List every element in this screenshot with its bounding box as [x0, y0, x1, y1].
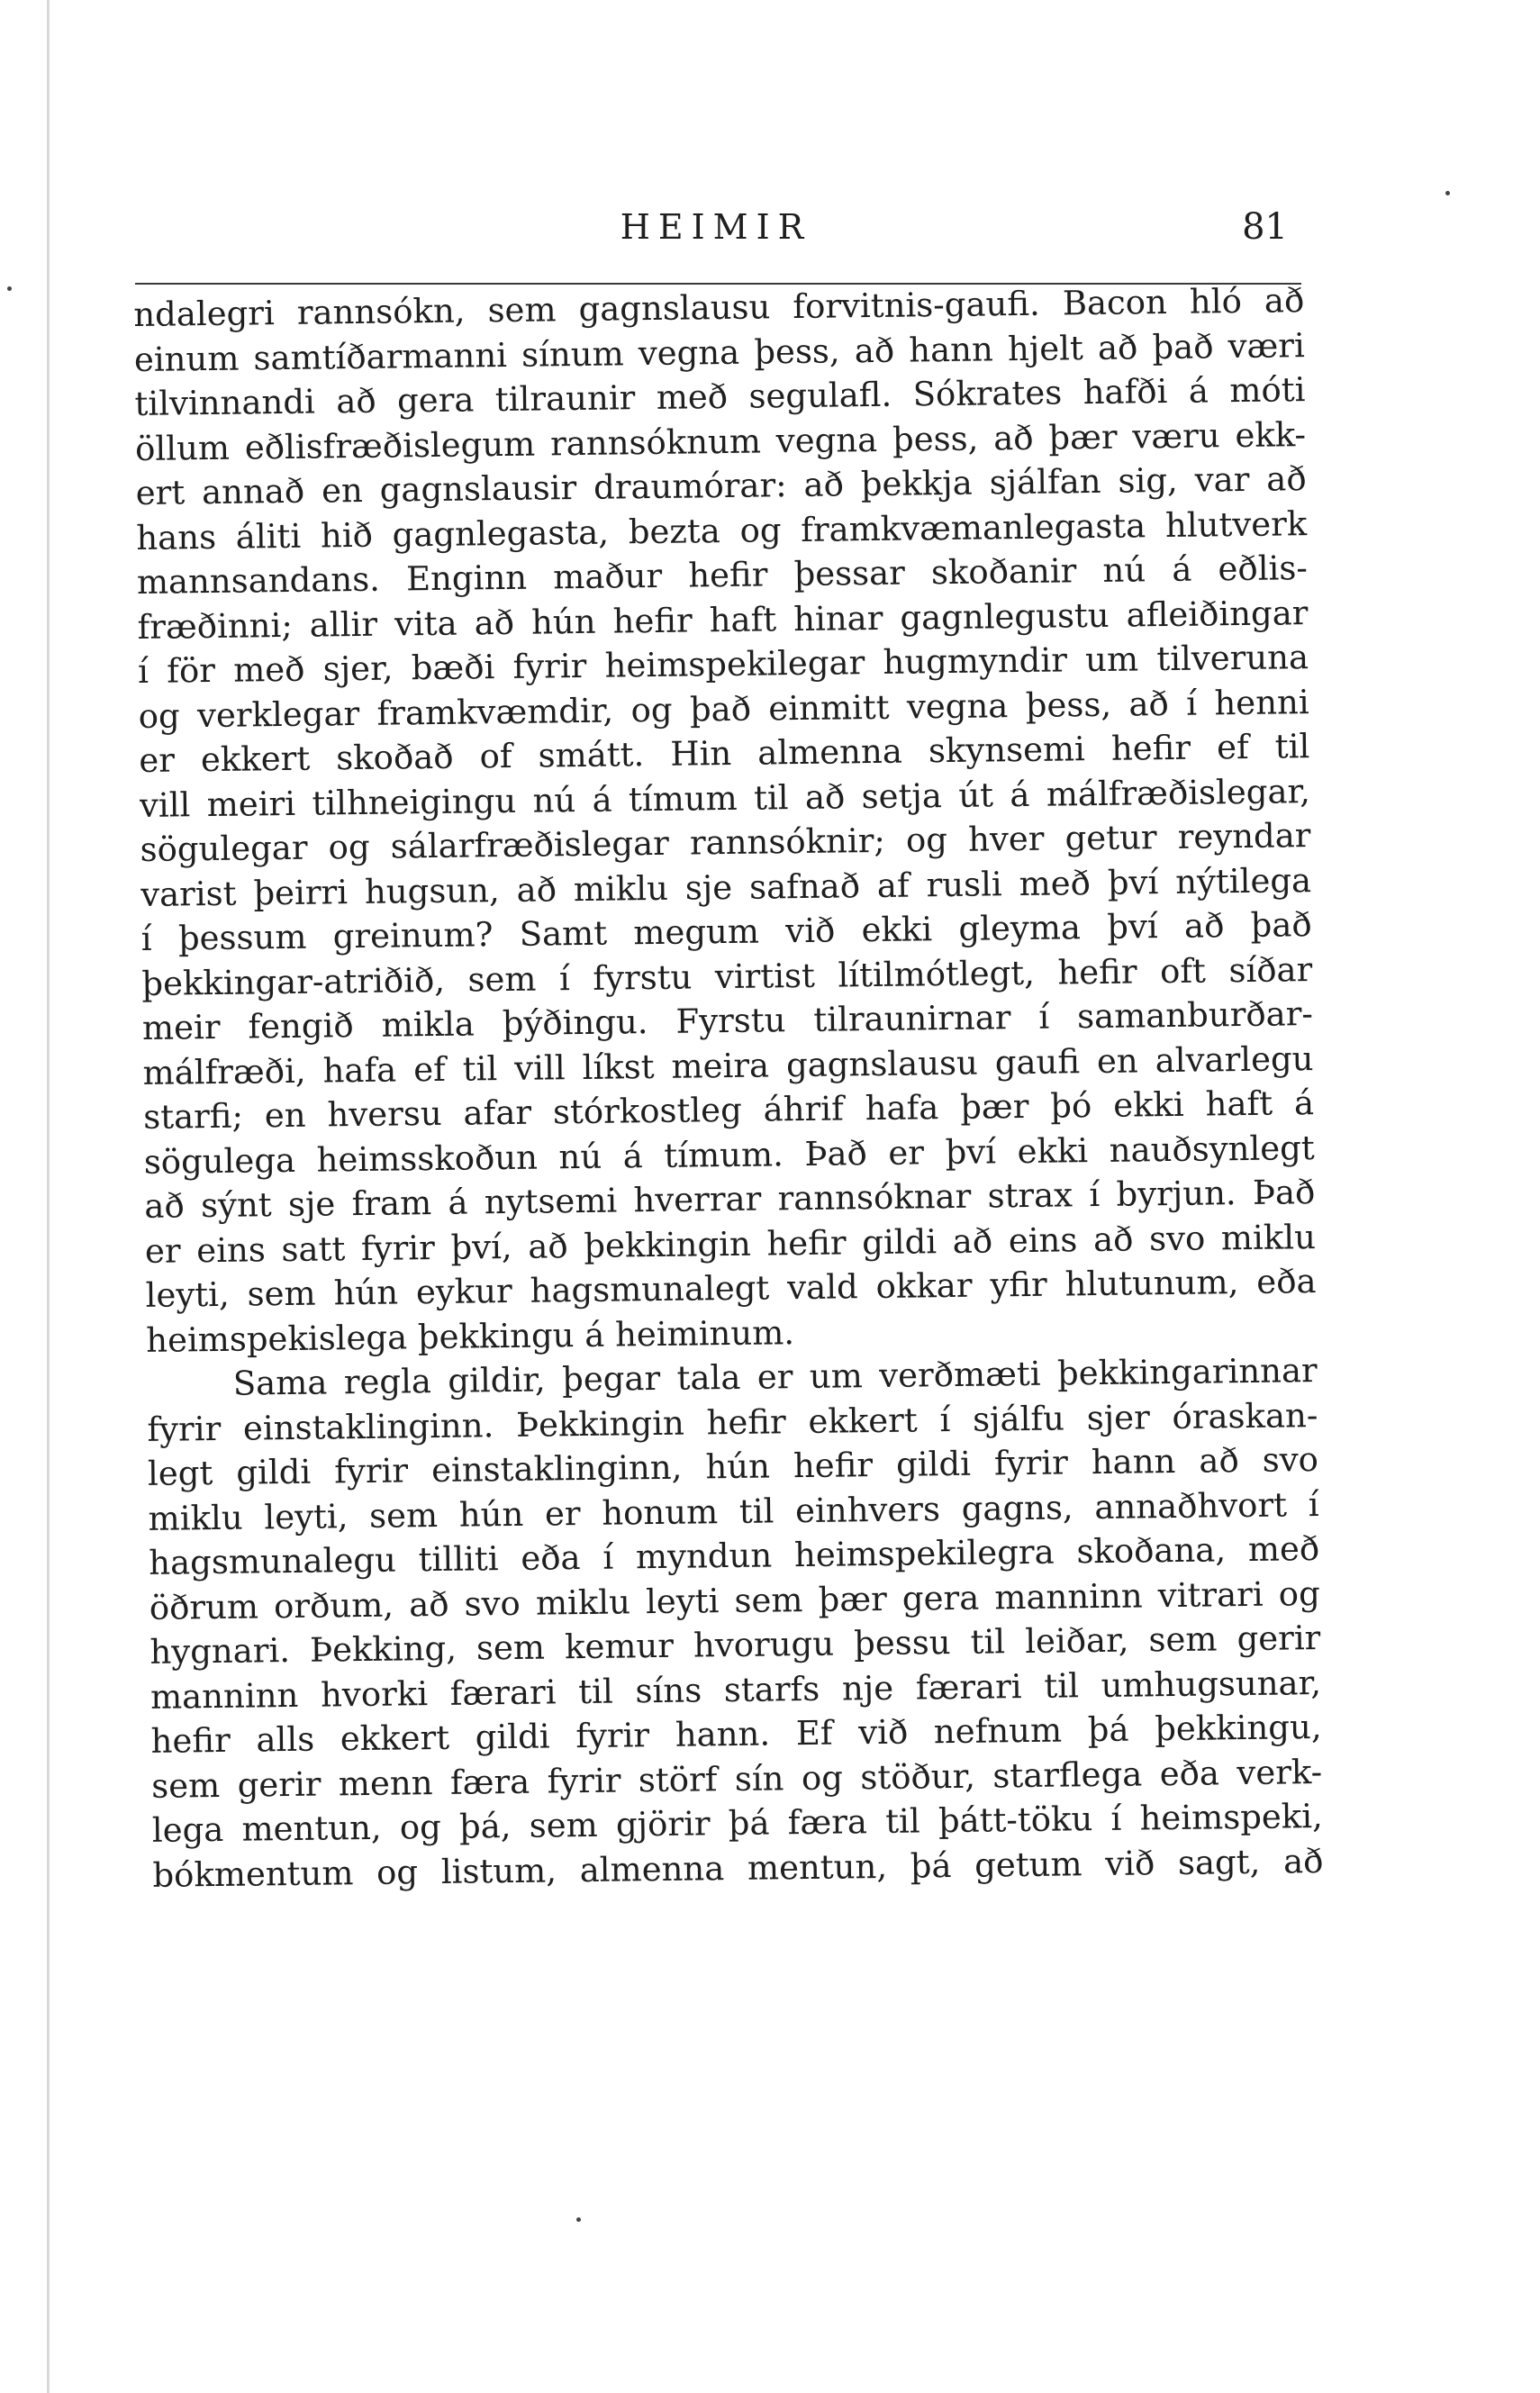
text-line: leyti, sem hún eykur hagsmunalegt vald okkar yfir hlutunum, eða — [145, 1262, 1317, 1315]
text-line: öðrum orðum, að svo miklu leyti sem þær gera manninn vitrari og — [149, 1573, 1321, 1627]
body-text — [133, 278, 1325, 2008]
text-line: í þessum greinum? Samt megum við ekki gleyma því að það — [140, 905, 1312, 958]
text-line: bókmentum og listum, almenna mentun, þá getum við sagt, að — [152, 1841, 1324, 1895]
text-line: er ekkert skoðað of smátt. Hin almenna skynsemi hefir ef til — [139, 727, 1310, 780]
text-line: miklu leyti, sem hún er honum til einhvers gagns, annaðhvort í — [148, 1484, 1319, 1538]
text-line: sem gerir menn færa fyrir störf sín og stöður, starflega eða verk- — [150, 1752, 1323, 1806]
page-number: 81 — [1242, 206, 1288, 248]
scan-speck — [1445, 191, 1450, 195]
text-line: hans áliti hið gagnlegasta, bezta og framkvæmanlegasta hlutverk — [136, 503, 1308, 557]
paragraph-last-line: heimspekislega þekkingu á heiminum. — [145, 1312, 795, 1360]
text-line: hefir alls ekkert gildi fyrir hann. Ef við nefnum þá þekkingu, — [150, 1707, 1322, 1761]
text-line: sögulegar og sálarfræðislegar rannsóknir; og hver getur reyndar — [140, 816, 1311, 869]
running-title: HEIMIR — [620, 207, 812, 247]
text-line: ndalegri rannsókn, sem gagnslausu forvitnis-gaufi. Bacon hló að — [133, 281, 1305, 334]
text-line: og verklegar framkvæmdir, og það einmitt vegna þess, að í henni — [138, 682, 1309, 736]
text-line: þekkingar-atriðið, sem í fyrstu virtist lítilmótlegt, hefir oft síðar — [141, 949, 1313, 1003]
scan-edge-line — [47, 0, 50, 2393]
text-line: hagsmunalegu tilliti eða í myndun heimspekilegra skoðana, með — [148, 1529, 1320, 1582]
text-line: einum samtíðarmanni sínum vegna þess, að hann hjelt að það væri — [133, 325, 1306, 379]
text-line: legt gildi fyrir einstaklinginn, hún hefir gildi fyrir hann að svo — [147, 1440, 1319, 1493]
text-line: tilvinnandi að gera tilraunir með segulafl. Sókrates hafði á móti — [134, 370, 1306, 423]
text-line: að sýnt sje fram á nytsemi hverrar rannsóknar strax í byrjun. Það — [144, 1173, 1316, 1226]
text-line: öllum eðlisfræðislegum rannsóknum vegna þess, að þær væru ekk- — [134, 414, 1307, 468]
text-line: hygnari. Þekking, sem kemur hvorugu þessu til leiðar, sem gerir — [149, 1618, 1321, 1672]
text-line: vill meiri tilhneigingu nú á tímum til að setja út á málfræðislegar, — [139, 771, 1311, 825]
scan-speck — [7, 286, 12, 291]
text-line: mannsandans. Enginn maður hefir þessar skoðanir nú á eðlis- — [136, 548, 1309, 602]
page-header — [126, 200, 1306, 254]
text-line: meir fengið mikla þýðingu. Fyrstu tilraunirnar í samanburðar- — [141, 994, 1314, 1047]
text-line: fræðinni; allir vita að hún hefir haft hinar gagnlegustu afleiðingar — [137, 593, 1309, 647]
text-line: í för með sjer, bæði fyrir heimspekilegar hugmyndir um tilveruna — [137, 638, 1309, 691]
paragraph-first-line: Sama regla gildir, þegar tala er um verðmæti þekkingarinnar — [232, 1351, 1318, 1403]
text-line: málfræði, hafa ef til vill líkst meira gagnslausu gaufi en alvarlegu — [142, 1038, 1314, 1092]
text-line: er eins satt fyrir því, að þekkingin hefir gildi að eins að svo miklu — [144, 1217, 1317, 1271]
text-line: manninn hvorki færari til síns starfs nje færari til umhugsunar, — [149, 1663, 1322, 1717]
text-line: varist þeirri hugsun, að miklu sje safnað af rusli með því nýtilega — [140, 860, 1312, 914]
text-line: starfi; en hversu afar stórkostleg áhrif hafa þær þó ekki haft á — [142, 1083, 1315, 1137]
text-line: lega mentun, og þá, sem gjörir þá færa til þátt-töku í heimspeki, — [151, 1796, 1324, 1850]
text-line: ert annað en gagnslausir draumórar: að þekkja sjálfan sig, var að — [135, 459, 1307, 512]
scan-speck — [576, 2217, 581, 2222]
text-line: sögulega heimsskoðun nú á tímum. Það er því ekki nauðsynlegt — [143, 1128, 1315, 1182]
text-line: fyrir einstaklinginn. Þekkingin hefir ekkert í sjálfu sjer óraskan- — [147, 1395, 1318, 1449]
